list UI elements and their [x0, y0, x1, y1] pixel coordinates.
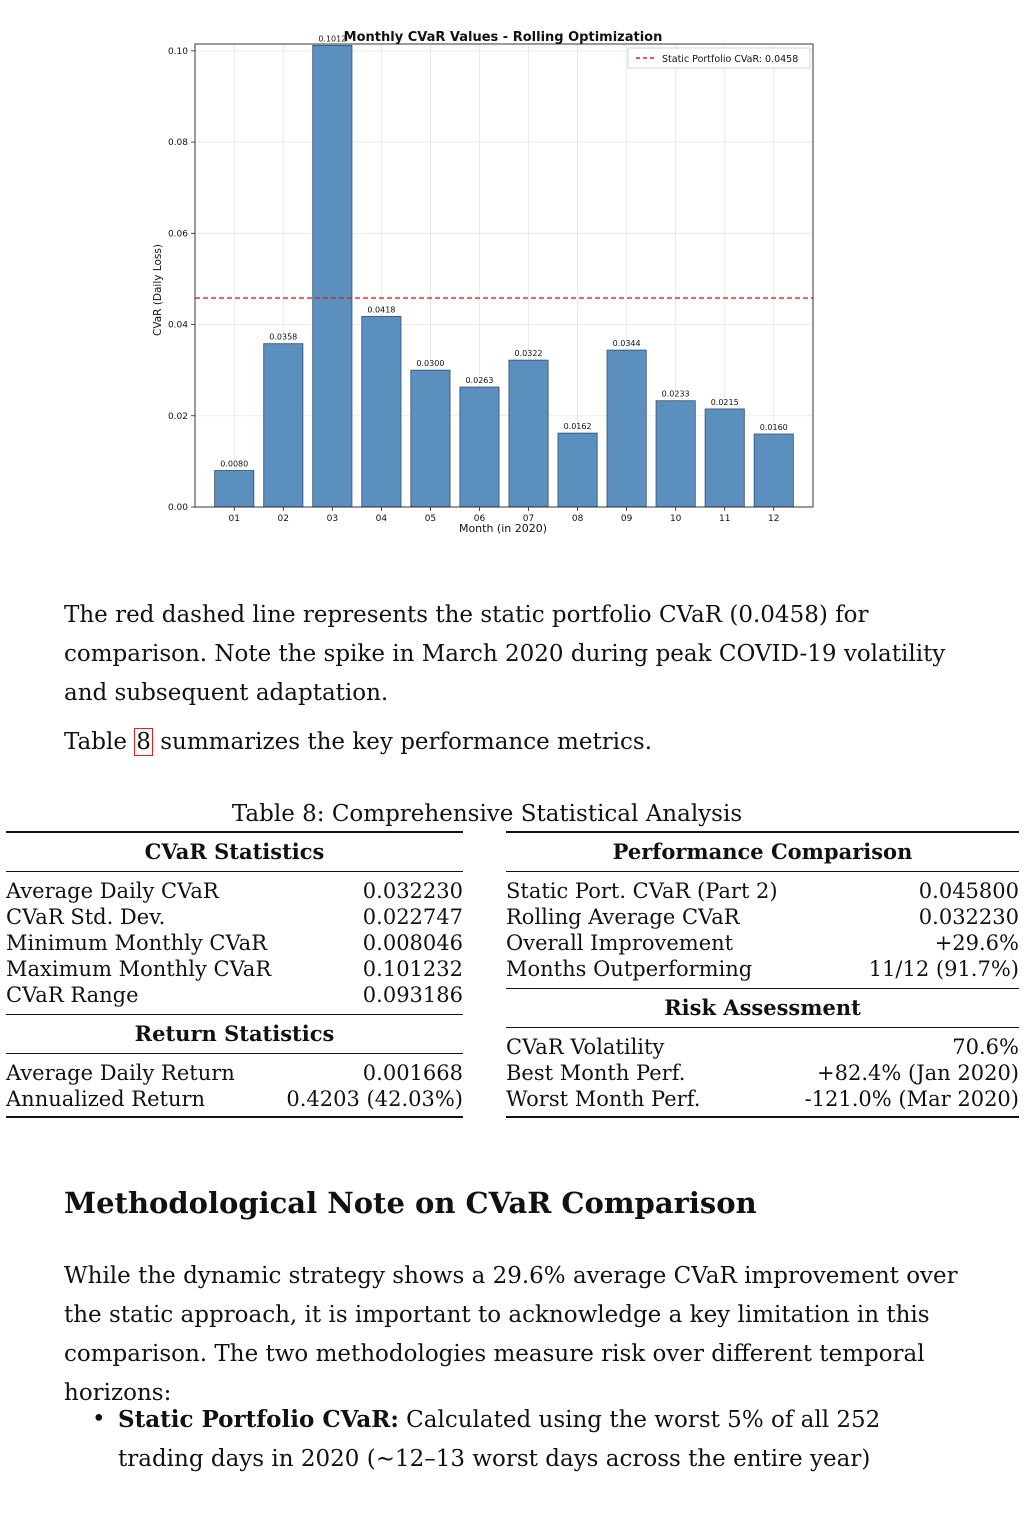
chart-bars [215, 34, 794, 507]
row-value: 0.022747 [362, 905, 463, 929]
row-label: Static Port. CVaR (Part 2) [506, 879, 778, 903]
bullet-item [92, 1400, 972, 1479]
row-label: CVaR Volatility [506, 1035, 665, 1059]
chart-legend [628, 48, 810, 68]
bar-value-label: 0.0080 [220, 459, 249, 469]
bar-value-label: 0.0162 [563, 422, 592, 432]
bar-12 [754, 434, 793, 507]
bar-value-label: 0.1012 [318, 34, 347, 44]
x-tick-label: 08 [571, 514, 584, 524]
y-tick-label: 0.06 [167, 229, 188, 240]
y-tick-label: 0.00 [167, 503, 188, 513]
left-stats-table [6, 831, 463, 1118]
bar-07 [509, 360, 548, 507]
row-value: 0.045800 [918, 879, 1019, 903]
bar-09 [607, 350, 646, 507]
bar-value-label: 0.0358 [269, 332, 298, 342]
legend-label: Static Portfolio CVaR: 0.0458 [662, 54, 799, 65]
paragraph-text-before: Table [64, 729, 135, 755]
section-heading: Methodological Note on CVaR Comparison [64, 1186, 757, 1220]
row-label: Maximum Monthly CVaR [6, 957, 272, 981]
chart-title: Monthly CVaR Values - Rolling Optimization [343, 30, 663, 45]
performance-comparison-header: Performance Comparison [612, 839, 913, 864]
y-tick-label: 0.08 [167, 138, 188, 149]
x-tick-label: 02 [277, 514, 290, 524]
x-tick-label: 06 [473, 514, 486, 524]
row-value: 0.093186 [362, 983, 463, 1007]
row-label: Worst Month Perf. [506, 1087, 701, 1111]
row-label: CVaR Std. Dev. [6, 905, 166, 929]
row-value: 0.032230 [918, 905, 1019, 929]
row-value: 0.032230 [362, 879, 463, 903]
bar-value-label: 0.0215 [710, 397, 739, 407]
bar-value-label: 0.0322 [514, 349, 543, 359]
bar-08 [558, 433, 597, 507]
x-tick-label: 01 [228, 514, 240, 524]
row-label: Minimum Monthly CVaR [6, 931, 268, 955]
bullet-dot: • [92, 1406, 106, 1432]
bar-05 [411, 370, 450, 507]
paragraph-text-after: summarizes the key performance metrics. [152, 729, 653, 755]
x-tick-label: 12 [768, 514, 780, 524]
x-tick-label: 07 [522, 514, 535, 524]
x-tick-label: 09 [620, 514, 633, 524]
bar-03 [313, 45, 352, 507]
y-tick-label: 0.04 [167, 320, 188, 331]
y-axis-label: CVaR (Daily Loss) [152, 244, 164, 336]
chart-svg [140, 22, 830, 542]
row-label: CVaR Range [6, 983, 139, 1007]
cvar-statistics-header: CVaR Statistics [144, 839, 325, 864]
table-reference-paragraph [64, 723, 974, 762]
row-value: -121.0% (Mar 2020) [804, 1087, 1019, 1111]
y-tick-label: 0.02 [167, 411, 188, 422]
bar-10 [656, 401, 695, 507]
row-label: Rolling Average CVaR [506, 905, 740, 929]
row-label: Average Daily CVaR [6, 879, 219, 903]
bar-value-label: 0.0344 [612, 339, 641, 349]
bar-01 [215, 471, 254, 507]
chart-description-paragraph: The red dashed line represents the static portfolio CVaR (0.0458) for comparison. Note the spike in March 2020 during peak COVID-19 volatility and subsequent adaptation. [64, 602, 946, 706]
bullet-text [118, 1400, 972, 1479]
bar-value-label: 0.0418 [367, 305, 396, 315]
row-label: Best Month Perf. [506, 1061, 686, 1085]
row-value: 0.001668 [362, 1061, 463, 1085]
methodology-paragraph: While the dynamic strategy shows a 29.6% average CVaR improvement over the static approach, it is important to acknowledge a key limitation in this comparison. The two methodologies measure risk over different temporal horizons: [64, 1263, 958, 1406]
row-value: 0.101232 [362, 957, 463, 981]
bar-02 [264, 344, 303, 507]
row-value: +82.4% (Jan 2020) [817, 1061, 1019, 1085]
table-caption: Table 8: Comprehensive Statistical Analysis [231, 801, 743, 827]
right-stats-table [506, 831, 1019, 1118]
bar-value-label: 0.0160 [759, 423, 788, 433]
risk-assessment-header: Risk Assessment [664, 995, 861, 1020]
row-value: +29.6% [934, 931, 1019, 955]
x-axis-label: Month (in 2020) [458, 522, 548, 535]
x-tick-label: 04 [375, 514, 388, 524]
row-label: Months Outperforming [506, 957, 753, 981]
x-tick-label: 11 [718, 514, 731, 524]
row-value: 70.6% [952, 1035, 1019, 1059]
bar-value-label: 0.0233 [661, 389, 690, 399]
row-label: Overall Improvement [506, 931, 734, 955]
x-tick-label: 03 [326, 514, 339, 524]
bar-value-label: 0.0300 [416, 359, 445, 369]
bar-06 [460, 387, 499, 507]
row-value: 0.4203 (42.03%) [286, 1087, 463, 1111]
row-value: 0.008046 [362, 931, 463, 955]
cvar-bar-chart [140, 22, 830, 542]
table-ref-link[interactable]: 8 [136, 729, 151, 755]
bullet-body: Calculated using the worst 5% of all 252 trading days in 2020 (∼12–13 worst days across the entire year) [118, 1407, 881, 1472]
row-value: 11/12 (91.7%) [868, 957, 1019, 981]
bullet-bold-label: Static Portfolio CVaR: [118, 1406, 399, 1433]
bar-value-label: 0.0263 [465, 376, 494, 386]
bar-11 [705, 409, 744, 507]
x-tick-label: 10 [669, 514, 682, 524]
row-label: Annualized Return [6, 1087, 206, 1111]
return-statistics-header: Return Statistics [134, 1021, 335, 1046]
bar-04 [362, 316, 401, 507]
y-tick-label: 0.10 [167, 46, 188, 57]
row-label: Average Daily Return [6, 1061, 235, 1085]
x-tick-label: 05 [424, 514, 437, 524]
